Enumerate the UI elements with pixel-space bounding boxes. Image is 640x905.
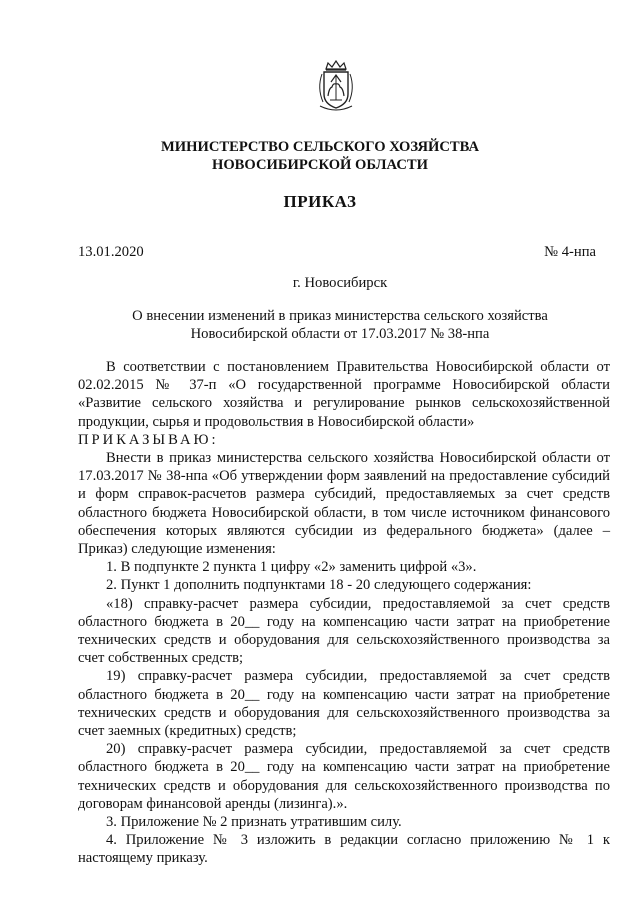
document-type-title: ПРИКАЗ: [283, 192, 357, 211]
document-date: 13.01.2020: [78, 244, 144, 260]
subitem-19: 19) справку-расчет размера субсидии, предоставляемой за счет средств областного бюджета в 20__ году на компенсацию части затрат на приобретение технических средств и оборудования для сельскохозяйственного производства за счет заемных (кредитных) средств;: [78, 668, 610, 740]
order-word: ПРИКАЗЫВАЮ:: [78, 431, 219, 448]
item-3: 3. Приложение № 2 признать утратившим силу.: [106, 814, 402, 831]
document-body: [78, 358, 610, 868]
intro-paragraph: Внести в приказ министерства сельского хозяйства Новосибирской области от 17.03.2017 № 38-нпа «Об утверждении форм заявлений на предоставление субсидий и форм справок-расчетов размера субсидий, предоставляемых за счет средств областного бюджета Новосибирской области, в том числе источником финансового обеспечения которых являются субсидии из федерального бюджета» (далее – Приказ) следующие изменения:: [78, 450, 610, 558]
item-2: 2. Пункт 1 дополнить подпунктами 18 - 20 следующего содержания:: [106, 577, 532, 594]
document-city: г. Новосибирск: [292, 275, 388, 291]
coat-of-arms-icon: [314, 60, 358, 114]
ministry-name-line2: НОВОСИБИРСКОЙ ОБЛАСТИ: [211, 157, 428, 173]
preamble-paragraph: В соответствии с постановлением Правительства Новосибирской области от 02.02.2015 № 37-п «О государственной программе Новосибирской области «Развитие сельского хозяйства и регулирование рынков сельскохозяйственной продукции, сырья и продовольствия в Новосибирской области»: [78, 359, 610, 430]
item-4: 4. Приложение № 3 изложить в редакции согласно приложению № 1 к настоящему приказу.: [78, 832, 610, 867]
subitem-20: 20) справку-расчет размера субсидии, предоставляемой за счет средств областного бюджета в 20__ году на компенсацию части затрат на приобретение технических средств и оборудования для сельскохозяйственного производства по договорам финансовой аренды (лизинга).».: [78, 741, 610, 812]
ministry-name-line1: МИНИСТЕРСТВО СЕЛЬСКОГО ХОЗЯЙСТВА: [160, 139, 480, 155]
document-number: № 4-нпа: [544, 244, 596, 260]
subitem-18: «18) справку-расчет размера субсидии, предоставляемой за счет средств областного бюджета в 20__ году на компенсацию части затрат на приобретение технических средств и оборудования для сельскохозяйственного производства за счет собственных средств;: [78, 595, 610, 667]
item-1: 1. В подпункте 2 пункта 1 цифру «2» заменить цифрой «3».: [106, 559, 477, 576]
document-subject: О внесении изменений в приказ министерства сельского хозяйства Новосибирской области от 17.03.2017 № 38-нпа: [132, 308, 548, 342]
